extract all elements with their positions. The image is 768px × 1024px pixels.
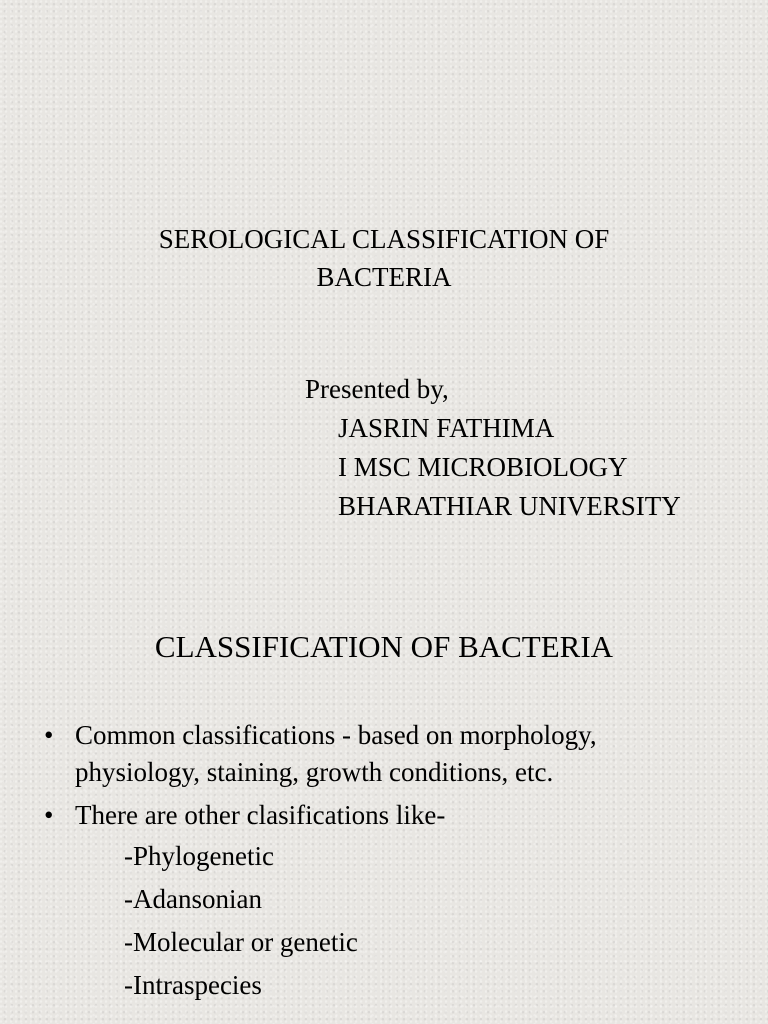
bullet-list [44,717,744,840]
presenter-name: JASRIN FATHIMA [338,413,555,443]
slide-classification [0,512,768,1024]
sub-item-phylogenetic: -Phylogenetic [124,841,274,871]
sub-item-molecular-genetic: -Molecular or genetic [124,927,358,957]
presenter-course: I MSC MICROBIOLOGY [338,452,628,482]
bullet-text-line-2: physiology, staining, growth conditions, etc. [75,757,554,787]
presenter-block [305,370,681,526]
presented-by-label: Presented by, [305,374,449,404]
presenter-university: BHARATHIAR UNIVERSITY [338,491,681,521]
presentation-title [0,220,768,296]
sub-item-intraspecies: -Intraspecies [124,970,262,1000]
presentation-title-line-2: BACTERIA [316,262,452,292]
slide-heading: CLASSIFICATION OF BACTERIA [154,629,614,664]
bullet-text-line-1: Common classifications - based on morphology, [75,720,597,750]
bullet-icon: • [44,800,54,830]
sub-item-adansonian: -Adansonian [124,884,262,914]
bullet-icon: • [44,720,54,750]
bullet-text-line-1: There are other clasifications like- [75,800,446,830]
presentation-title-line-1: SEROLOGICAL CLASSIFICATION OF [158,224,610,254]
bullet-item-other-classifications [44,797,744,834]
classification-types-list [124,835,358,1007]
bullet-item-common-classifications [44,717,744,791]
